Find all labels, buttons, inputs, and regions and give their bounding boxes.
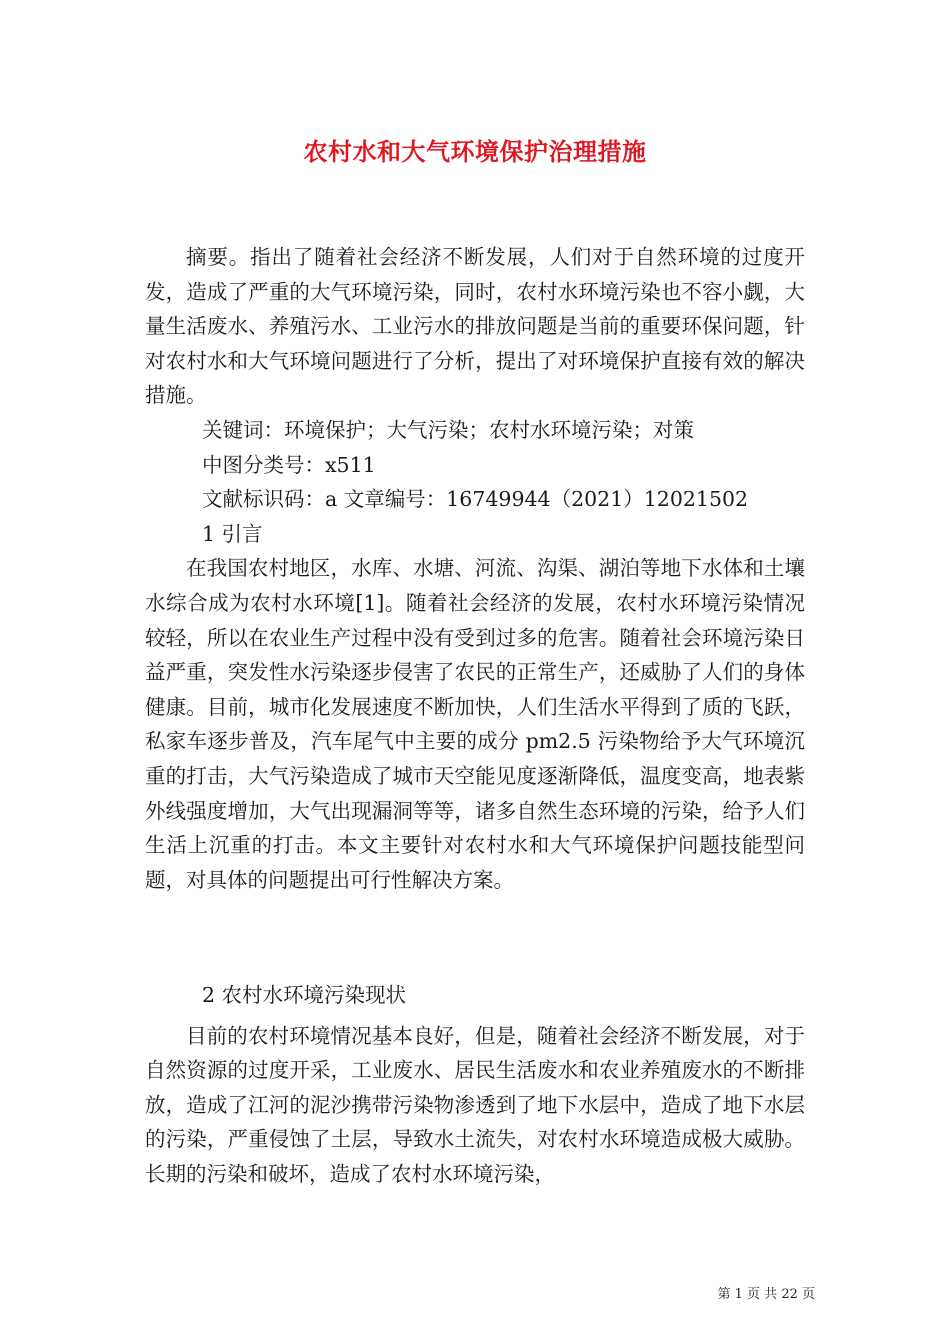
water-status-paragraph: 目前的农村环境情况基本良好，但是，随着社会经济不断发展，对于自然资源的过度开采，工业废水、居民生活废水和农业养殖废水的不断排放，造成了江河的泥沙携带污染物渗透到了地下水层中，造成了地下水层的污染，严重侵蚀了土层，导致水土流失，对农村水环境造成极大威胁。长期的污染和破坏，造成了农村水环境污染， [145,1023,805,1186]
section-heading-introduction: 1 引言 [202,521,263,546]
classification-line: 中图分类号：x511 [202,452,376,477]
introduction-paragraph: 在我国农村地区，水库、水塘、河流、沟渠、湖泊等地下水体和土壤水综合成为农村水环境[1]。随着社会经济的发展，农村水环境污染情况较轻，所以在农业生产过程中没有受到过多的危害。随着社会环境污染日益严重，突发性水污染逐步侵害了农民的正常生产，还威胁了人们的身体健康。目前，城市化发展速度不断加快，人们生活水平得到了质的飞跃，私家车逐步普及，汽车尾气中主要的成分 pm2.5 污染物给予大气环境沉重的打击，大气污染造成了城市天空能见度逐渐降低，温度变高，地表紫外线强度增加，大气出现漏洞等等，诸多自然生态环境的污染，给予人们生活上沉重的打击。本文主要针对农村水和大气环境保护问题技能型问题，对具体的问题提出可行性解决方案。 [145,556,805,892]
document-title: 农村水和大气环境保护治理措施 [303,137,647,166]
document-body-top [145,240,805,897]
keywords-line: 关键词：环境保护；大气污染；农村水环境污染；对策 [202,417,694,442]
section-heading-water-status: 2 农村水环境污染现状 [202,983,407,1007]
abstract-paragraph: 摘要。指出了随着社会经济不断发展，人们对于自然环境的过度开发，造成了严重的大气环境污染，同时，农村水环境污染也不容小觑，大量生活废水、养殖污水、工业污水的排放问题是当前的重要环保问题，针对农村水和大气环境问题进行了分析，提出了对环境保护直接有效的解决措施。 [145,245,805,408]
page-number: 第 1 页 共 22 页 [717,1287,815,1302]
document-body-bottom [145,978,805,1192]
document-id-line: 文献标识码：a 文章编号：16749944（2021）12021502 [202,487,749,512]
